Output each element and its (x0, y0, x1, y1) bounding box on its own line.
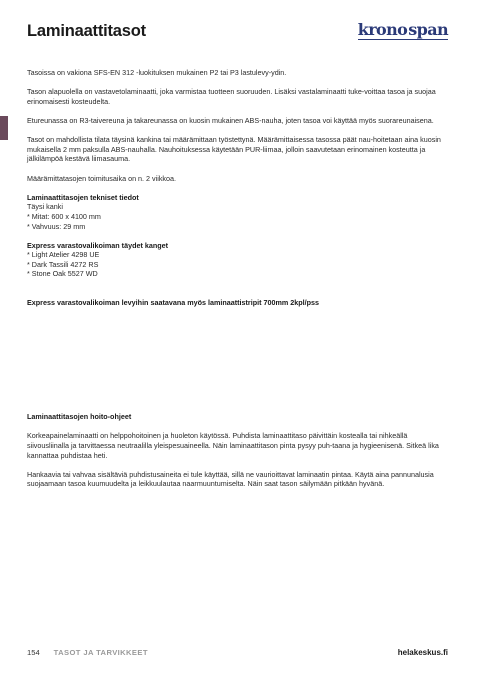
specs-block (27, 193, 447, 231)
logo-text-part1: krono (357, 20, 408, 39)
kronospan-logo (358, 20, 448, 38)
intro-paragraph-5: Määrämittatasojen toimitusaika on n. 2 viikkoa. (27, 173, 177, 183)
care-paragraph-2: Hankaavia tai vahvaa sisältäviä puhdistusaineita ei tule käyttää, sillä ne vaurioittavat laminaatin pintaa. Käytä aina pannunalusia suojaamaan tasoa kuumuudelta ja leikkuulautaa naarmuuntumiselta. Näin saat tason säilymään pitkään hyvänä. (27, 469, 434, 489)
logo-text-part2: span (408, 20, 448, 39)
logo-underline (358, 39, 448, 41)
specs-line: * Mitat: 600 x 4100 mm (27, 211, 101, 221)
page-title: Laminaattitasot (27, 22, 146, 40)
care-heading: Laminaattitasojen hoito-ohjeet (27, 412, 132, 422)
page-content (27, 68, 447, 499)
intro-paragraph-2: Tason alapuolella on vastavetolaminaatti, joka varmistaa tuotteen suoruuden. Lisäksi vastalaminaatti tuke-voittaa tasoa ja suojaa erinomaisesti kosteudelta. (27, 87, 436, 106)
decors-block (27, 241, 447, 279)
specs-line: * Vahvuus: 29 mm (27, 221, 86, 231)
specs-heading: Laminaattitasojen tekniset tiedot (27, 192, 139, 202)
footer-website: helakeskus.fi (397, 648, 448, 657)
decor-item: * Stone Oak 5527 WD (27, 269, 98, 279)
care-paragraph-1: Korkeapainelaminaatti on helppohoitoinen ja huoleton käytössä. Puhdista laminaattitaso päivittäin kostealla tai nihkeällä siivousliinalla ja tarvittaessa neutraalilla yleispesuaineella. Näin laminaattitason pinta pysyy puh-taana ja hygieenisenä. Sitkeä lika kannattaa puhdistaa heti. (27, 431, 439, 460)
page-footer (27, 648, 448, 657)
decor-item: * Dark Tassili 4272 RS (27, 259, 99, 269)
decors-heading: Express varastovalikoiman täydet kanget (27, 240, 169, 250)
footer-section-title: TASOT JA TARVIKKEET (53, 648, 148, 657)
strips-note: Express varastovalikoiman levyihin saatavana myös laminaattistripit 700mm 2kpl/pss (27, 298, 320, 308)
section-tab-marker (0, 116, 8, 140)
intro-paragraph-4: Tasot on mahdollista tilata täysinä kankina tai määrämittaan työstettynä. Määrämittaisessa tasossa päät nau-hoitetaan aina kuosin mukaisella 2 mm paksulla ABS-nauhalla. Nauhoituksessa käytetään PUR-liimaa, jolloin saavutetaan erinomainen kosteutta ja jälkilämpöä kestävä liimasauma. (27, 135, 441, 164)
intro-paragraph-3: Etureunassa on R3-taivereuna ja takareunassa on kuosin mukainen ABS-nauha, joten tasoa voi käyttää myös suorareunaisena. (27, 115, 434, 125)
intro-paragraph-1: Tasoissa on vakiona SFS-EN 312 -luokituksen mukainen P2 tai P3 lastulevy-ydin. (27, 68, 287, 77)
specs-line: Täysi kanki (27, 202, 63, 212)
page-number: 154 (27, 648, 40, 657)
decor-item: * Light Atelier 4298 UE (27, 250, 100, 260)
